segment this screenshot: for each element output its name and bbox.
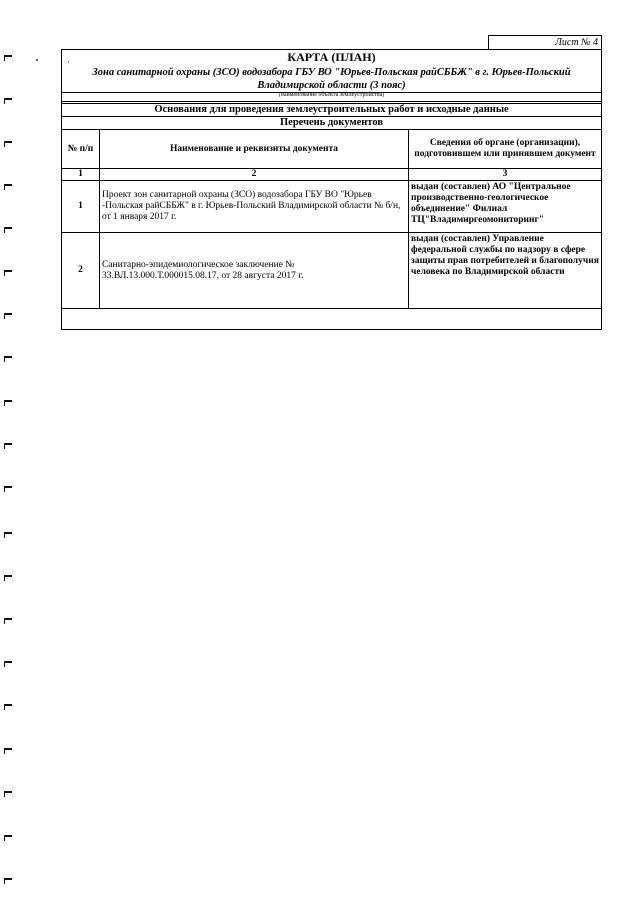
- column-header-document: Наименование и реквизиты документа: [100, 130, 409, 169]
- documents-table: [61, 129, 602, 309]
- table-header-row: [62, 130, 602, 169]
- organization-details: выдан (составлен) АО "Центральное производственно-геологическое объединение" Филиал ТЦ"Владимиргеомониторинг": [409, 181, 602, 233]
- column-header-organization: Сведения об органе (организации), подготовившем или принявшем документ: [409, 130, 602, 169]
- binder-mark: [4, 98, 12, 104]
- binder-mark: [4, 575, 12, 581]
- binder-mark: [4, 532, 12, 538]
- object-name: Зона санитарной охраны (ЗСО) водозабора ГБУ ВО "Юрьев-Польская райСББЖ" в г. Юрьев-Польский Владимирской области (3 пояс): [92, 67, 571, 91]
- divider: [62, 101, 601, 102]
- binder-mark: [4, 618, 12, 624]
- document-details: Проект зон санитарной охраны (ЗСО) водозабора ГБУ ВО "Юрьев -Польская райСББЖ" в г. Юрьев-Польский Владимирской области № б/н, от 1 января 2017 г.: [100, 181, 409, 233]
- binder-mark: [4, 227, 12, 233]
- document-details: Санитарно-эпидемиологическое заключение № 33.ВЛ.13.000.Т.000015.08.17, от 28 августа 2017 г.: [100, 233, 409, 309]
- column-number: 3: [409, 169, 602, 181]
- binder-mark: [4, 704, 12, 710]
- binder-mark: [4, 486, 12, 492]
- binder-mark: [4, 55, 12, 61]
- binder-mark: [4, 835, 12, 841]
- column-number: 1: [62, 169, 100, 181]
- row-number: 1: [62, 181, 100, 233]
- binder-mark: [4, 400, 12, 406]
- binder-mark: [4, 748, 12, 754]
- document-frame: [61, 49, 602, 330]
- organization-details: выдан (составлен) Управление федеральной службы по надзору в сфере защиты прав потребителей и благополучия человека по Владимирской области: [409, 233, 602, 309]
- column-number-row: [62, 169, 602, 181]
- sheet-number: Лист № 4: [488, 35, 602, 49]
- scan-speck: [36, 59, 38, 61]
- binder-mark: [4, 141, 12, 147]
- binder-mark: [4, 270, 12, 276]
- section-title: Основания для проведения землеустроительных работ и исходные данные: [154, 104, 509, 115]
- binder-mark: [4, 443, 12, 449]
- binder-mark: [4, 356, 12, 362]
- binder-mark: [4, 661, 12, 667]
- column-number: 2: [100, 169, 409, 181]
- row-number: 2: [62, 233, 100, 309]
- column-header-number: № п/п: [62, 130, 100, 169]
- object-name-caption: (наименование объекта землеустройства): [278, 92, 385, 98]
- binder-mark: [4, 184, 12, 190]
- binder-mark: [4, 791, 12, 797]
- binder-mark: [4, 878, 12, 884]
- stray-dot: ·: [67, 57, 70, 67]
- table-row: [62, 233, 602, 309]
- list-title: Перечень документов: [280, 117, 383, 128]
- binder-mark: [4, 313, 12, 319]
- page-title: КАРТА (ПЛАН): [287, 50, 376, 64]
- table-row: [62, 181, 602, 233]
